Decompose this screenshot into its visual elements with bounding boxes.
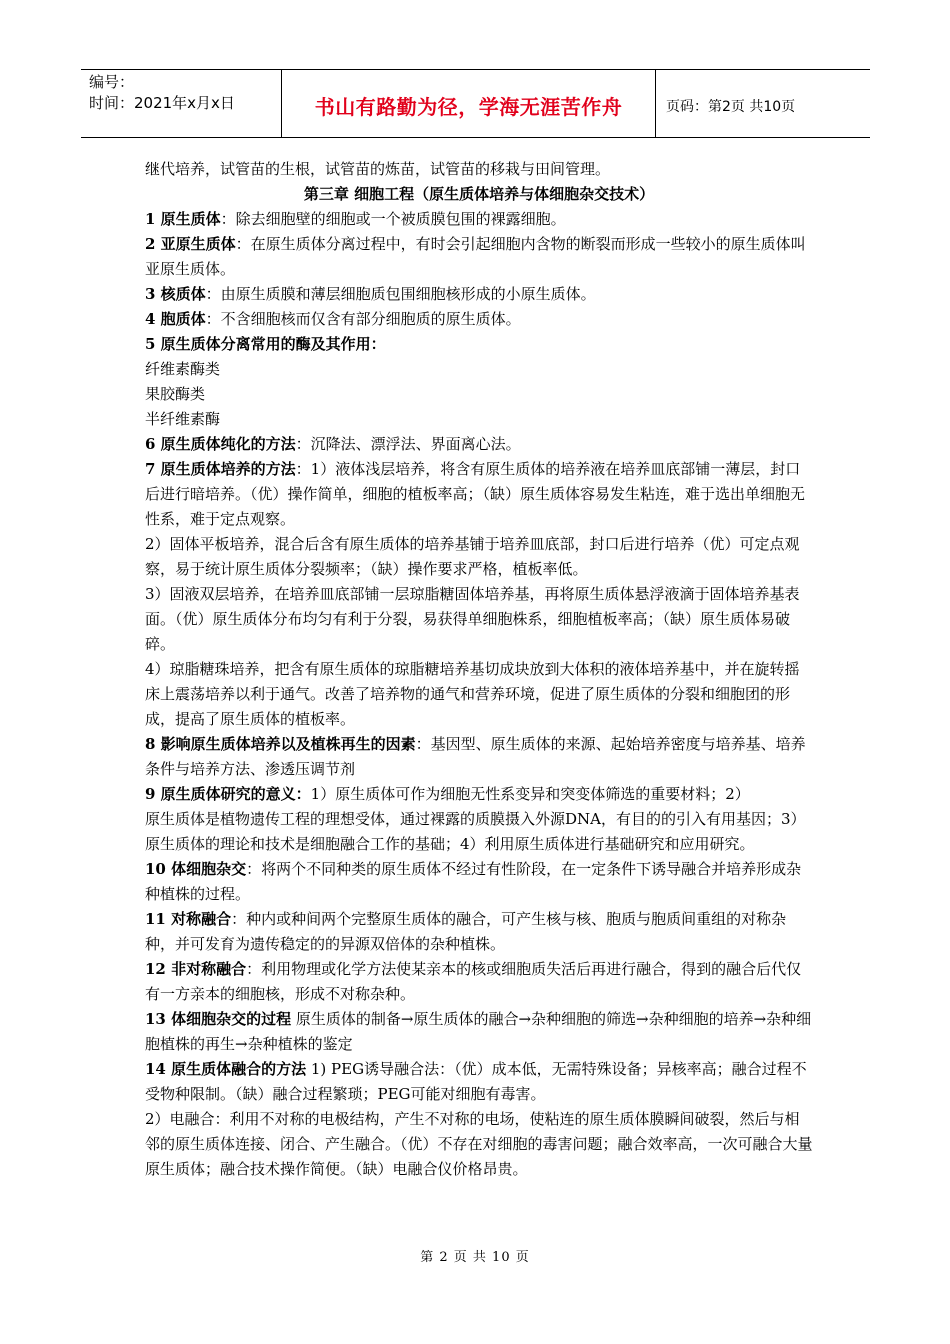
enzyme-item: 半纤维素酶 [145, 410, 221, 428]
definition: ：由原生质膜和薄层细胞质包围细胞核形成的小原生质体。 [205, 285, 596, 303]
term: 3 核质体 [145, 285, 206, 303]
term: 9 原生质体研究的意义： [145, 785, 311, 803]
time-label: 时间：2021年x月x日 [89, 94, 235, 112]
term: 7 原生质体培养的方法 [145, 460, 296, 478]
definition-item [145, 782, 813, 807]
term: 2 亚原生质体 [145, 235, 236, 253]
definition-item [145, 732, 813, 782]
definition: ：1）液体浅层培养，将含有原生质体的培养液在培养皿底部铺一薄层，封口后进行暗培养。（优）操作简单，细胞的植板率高；（缺）原生质体容易发生粘连，难于选出单细胞无性系，难于定点观察。 [145, 460, 806, 528]
term: 11 对称融合 [145, 910, 232, 928]
definition: ：在原生质体分离过程中，有时会引起细胞内含物的断裂而形成一些较小的原生质体叫亚原生质体。 [145, 235, 806, 278]
term: 13 体细胞杂交的过程 [145, 1010, 292, 1028]
definition: ：除去细胞壁的细胞或一个被质膜包围的裸露细胞。 [220, 210, 566, 228]
document-body [145, 157, 813, 1182]
definition-item [145, 307, 813, 332]
definition: ：基因型、原生质体的来源、起始培养密度与培养基、培养条件与培养方法、渗透压调节剂 [145, 735, 806, 778]
term: 4 胞质体 [145, 310, 206, 328]
definition-item [145, 457, 813, 532]
term: 1 原生质体 [145, 210, 221, 228]
header-meta [81, 70, 281, 137]
term: 12 非对称融合 [145, 960, 247, 978]
definition: ：将两个不同种类的原生质体不经过有性阶段，在一定条件下诱导融合并培养形成杂种植株的过程。 [145, 860, 802, 903]
paragraph: 继代培养，试管苗的生根，试管苗的炼苗，试管苗的移栽与田间管理。 [145, 160, 611, 178]
term: 8 影响原生质体培养以及植株再生的因素 [145, 735, 416, 753]
definition: ：种内或种间两个完整原生质体的融合，可产生核与核、胞质与胞质间重组的对称杂种，并可发育为遗传稳定的的异源双倍体的杂种植株。 [145, 910, 787, 953]
definition-item [145, 857, 813, 907]
definition: 原生质体的制备→原生质体的融合→杂种细胞的筛选→杂种细胞的培养→杂种细胞植株的再生→杂种植株的鉴定 [145, 1010, 812, 1053]
definition-item [145, 957, 813, 1007]
definition-item [145, 1007, 813, 1057]
definition-item [145, 332, 813, 357]
paragraph: 3）固液双层培养，在培养皿底部铺一层琼脂糖固体培养基，再将原生质体悬浮液滴于固体培养基表面。（优）原生质体分布均匀有利于分裂，易获得单细胞株系，细胞植板率高；（缺）原生质体易破碎。 [145, 585, 800, 653]
term: 14 原生质体融合的方法 [145, 1060, 307, 1078]
definition-item [145, 432, 813, 457]
definition: ：沉降法、漂浮法、界面离心法。 [295, 435, 521, 453]
header-motto: 书山有路勤为径，学海无涯苦作舟 [281, 70, 656, 137]
enzyme-item: 果胶酶类 [145, 385, 206, 403]
definition: ：利用物理或化学方法使某亲本的核或细胞质失活后再进行融合，得到的融合后代仅有一方亲本的细胞核，形成不对称杂种。 [145, 960, 802, 1003]
definition-item [145, 282, 813, 307]
definition-item [145, 907, 813, 957]
paragraph: 2）固体平板培养，混合后含有原生质体的培养基铺于培养皿底部，封口后进行培养（优）可定点观察，易于统计原生质体分裂频率；（缺）操作要求严格，植板率低。 [145, 535, 800, 578]
definition: 1) PEG诱导融合法：（优）成本低，无需特殊设备；异核率高；融合过程不受物种限制。（缺）融合过程繁琐；PEG可能对细胞有毒害。 [145, 1060, 807, 1103]
definition: 1）原生质体可作为细胞无性系变异和突变体筛选的重要材料；2） [310, 785, 750, 803]
definition-item [145, 232, 813, 282]
paragraph: 4）琼脂糖珠培养，把含有原生质体的琼脂糖培养基切成块放到大体积的液体培养基中，并在旋转摇床上震荡培养以利于通气。改善了培养物的通气和营养环境，促进了原生质体的分裂和细胞团的形成，提高了原生质体的植板率。 [145, 660, 800, 728]
enzyme-item: 纤维素酶类 [145, 360, 221, 378]
number-label: 编号： [89, 73, 135, 91]
definition: ：不含细胞核而仅含有部分细胞质的原生质体。 [205, 310, 521, 328]
header-page-info: 页码：第2页 共10页 [666, 98, 796, 115]
chapter-title: 第三章 细胞工程（原生质体培养与体细胞杂交技术） [303, 185, 655, 203]
page-footer: 第 2 页 共 10 页 [420, 1250, 530, 1265]
paragraph: 2）电融合：利用不对称的电极结构，产生不对称的电场，使粘连的原生质体膜瞬间破裂，然后与相邻的原生质体连接、闭合、产生融合。（优）不存在对细胞的毒害问题；融合效率高，一次可融合大量原生质体；融合技术操作简便。（缺）电融合仪价格昂贵。 [145, 1110, 813, 1178]
page-header [81, 69, 870, 138]
term: 10 体细胞杂交 [145, 860, 247, 878]
paragraph: 原生质体是植物遗传工程的理想受体，通过裸露的质膜摄入外源DNA，有目的的引入有用基因；3）原生质体的理论和技术是细胞融合工作的基础；4）利用原生质体进行基础研究和应用研究。 [145, 810, 806, 853]
definition-item [145, 1057, 813, 1107]
term: 6 原生质体纯化的方法 [145, 435, 296, 453]
definition-item [145, 207, 813, 232]
term: 5 原生质体分离常用的酶及其作用： [145, 335, 386, 353]
